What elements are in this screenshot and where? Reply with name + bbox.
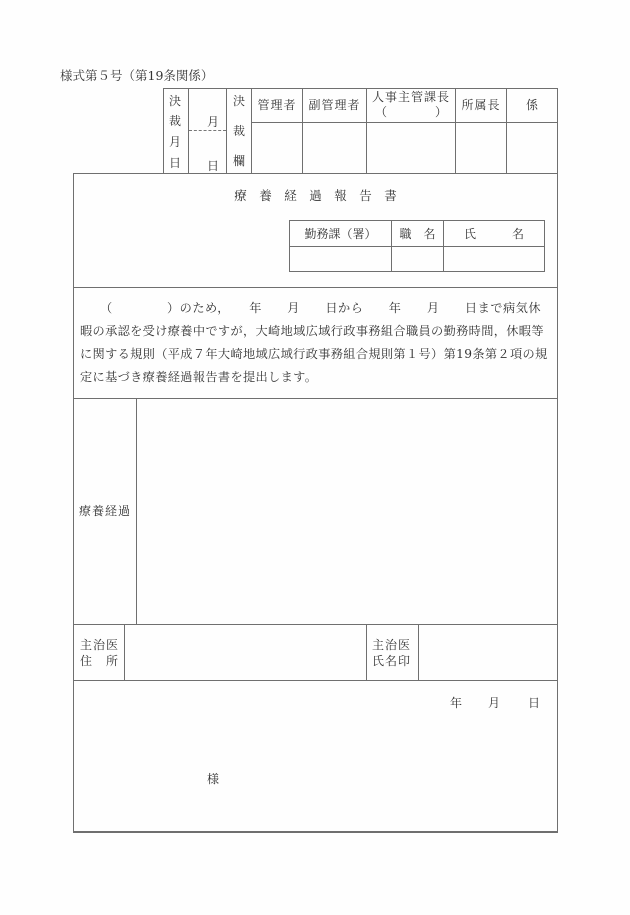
decision-column-char: 決 [233,94,246,108]
role-personnel-paren: （ ） [374,105,447,119]
name-field[interactable] [444,247,544,271]
doctor-name-label-2: 氏名印 [372,654,412,668]
reason-field[interactable] [112,298,164,318]
footer-year-label: 年 [450,696,463,710]
decision-date-char: 裁 [169,114,182,128]
department-field[interactable] [290,247,391,271]
decision-date-char: 月 [169,135,182,149]
stamp-cell-staff[interactable] [507,123,557,173]
stamp-cell-personnel-chief[interactable] [367,123,455,173]
statement-line-3: に関する規則（平成７年大崎地域広域行政事務組合規則第１号）第19条第２項の規 [80,347,548,361]
statement-line-4: 定に基づき療養経過報告書を提出します。 [80,370,318,384]
addressee-suffix: 様 [207,772,220,786]
doctor-address-label-2: 住 所 [80,654,120,668]
progress-label: 療養経過 [78,504,131,518]
document-title: 療 養 経 過 報 告 書 [234,188,397,203]
role-manager: 管理者 [257,98,297,112]
statement-line-2: 暇の承認を受け療養中ですが，大崎地域広域行政事務組合職員の勤務時間，休暇等 [80,324,544,338]
progress-field[interactable] [138,400,556,622]
decision-column-char: 欄 [233,154,246,168]
role-staff: 係 [525,98,538,112]
stamp-cell-deputy-manager[interactable] [303,123,366,173]
header-department: 勤務課（署） [304,227,377,241]
role-personnel-chief: 人事主管課長 [371,90,450,104]
doctor-name-seal-field[interactable] [420,626,556,679]
decision-month-label: 月 [207,115,220,129]
addressee-field[interactable] [90,768,200,790]
doctor-address-label-1: 主治医 [80,638,120,652]
decision-day-label: 日 [207,159,220,173]
doctor-name-label-1: 主治医 [372,638,412,652]
header-name: 氏 名 [463,227,524,241]
stamp-cell-section-head[interactable] [456,123,506,173]
footer-month-label: 月 [488,696,501,710]
role-deputy-manager: 副管理者 [308,98,361,112]
position-field[interactable] [392,247,443,271]
reason-open-paren: （ [100,301,113,315]
statement-line-1: ）のため， 年 月 日から 年 月 日まで病気休 [167,301,542,315]
header-position: 職 名 [399,227,436,241]
footer-day-label: 日 [528,696,541,710]
stamp-cell-manager[interactable] [252,123,302,173]
decision-column-char: 裁 [233,124,246,138]
role-section-head: 所属長 [461,98,501,112]
form-number: 様式第５号（第19条関係） [60,68,214,83]
decision-date-char: 決 [169,94,182,108]
decision-date-char: 日 [169,156,182,170]
doctor-address-field[interactable] [126,626,365,679]
